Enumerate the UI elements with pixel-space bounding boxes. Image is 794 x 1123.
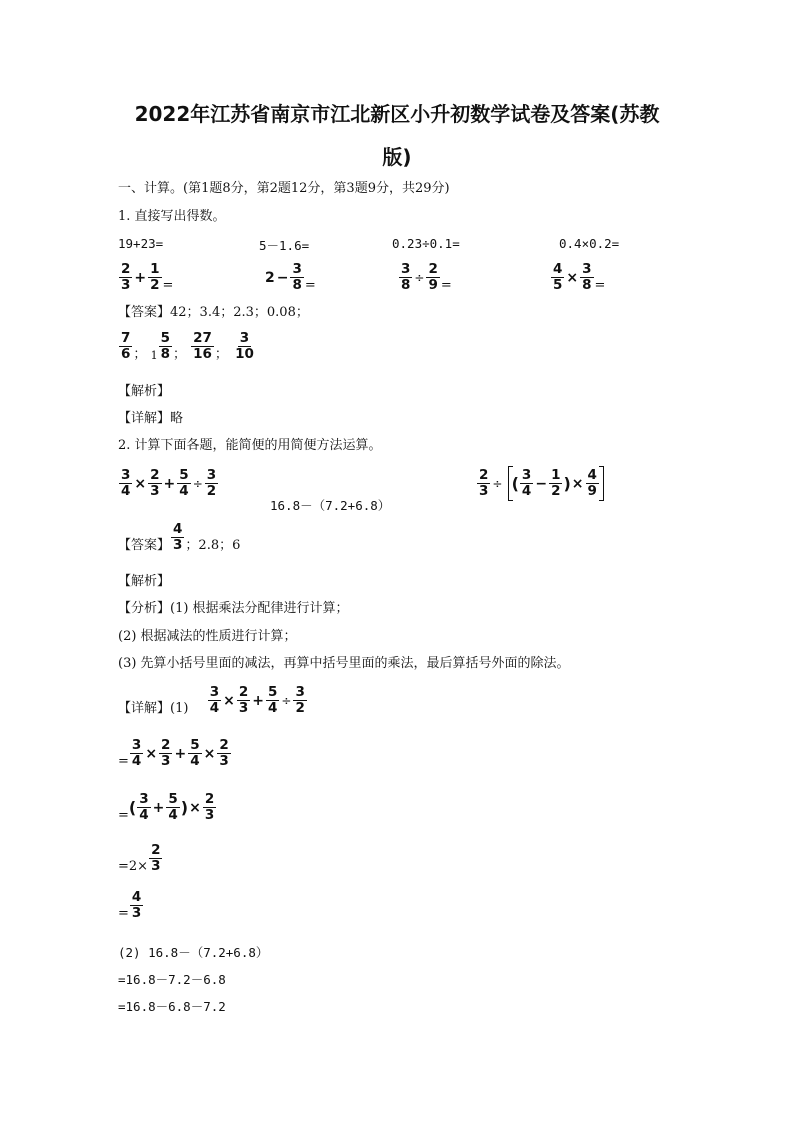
fraction: $\frac{3}{4}$: [131, 737, 142, 769]
fraction: $\frac{5}{4}$: [267, 684, 278, 716]
q2-step-1: = $\frac{3}{4}$ × $\frac{2}{3}$ + $\frac{5}{4}$ × $\frac{2}{3}$: [118, 737, 229, 769]
fraction: $\frac{5}{4}$: [179, 467, 189, 499]
fraction: $\frac{1}{2}$: [551, 467, 561, 499]
q2-problem-2: 16.8－（7.2+6.8）: [270, 498, 391, 513]
q1-item-1: 19+23=: [118, 236, 164, 251]
fraction: $\frac{3}{4}$: [139, 791, 149, 823]
q1-answer: 【答案】42；3.4；2.3；0.08；: [118, 305, 309, 320]
fraction: $\frac{3}{4}$: [121, 467, 131, 499]
fraction: $\frac{7}{6}$: [121, 330, 131, 362]
fraction: $\frac{3}{2}$: [295, 684, 305, 716]
fraction: $\frac{3}{4}$: [521, 467, 532, 499]
q1-item-7: $\frac{3}{8}$ ÷ $\frac{2}{9}$ =: [401, 261, 452, 293]
q1-item-3: 0.23÷0.1=: [392, 236, 460, 251]
fraction: $\frac{2}{3}$: [204, 791, 215, 823]
q2-answer: 【答案】 $\frac{4}{3}$ ；2.8；6: [118, 521, 241, 553]
q2-step-3: =2× $\frac{2}{3}$: [118, 842, 161, 874]
q2-detail-2-step-2: =16.8－6.8－7.2: [118, 999, 226, 1014]
q2-fenxi-3: (3) 先算小括号里面的减法，再算中括号里面的乘法，最后算括号外面的除法。: [118, 656, 570, 671]
q1-answer-fractions: $\frac{7}{6}$ ； 1 $\frac{5}{8}$ ； $\frac{27}{16}$ ； $\frac{3}{10}$: [121, 330, 254, 362]
fraction: $\frac{5}{8}$: [160, 330, 170, 362]
fraction: $\frac{3}{8}$: [292, 261, 302, 293]
fraction: $\frac{2}{3}$: [219, 737, 229, 769]
fraction: $\frac{4}{3}$: [173, 521, 183, 553]
question-1-stem: 1. 直接写出得数。: [118, 209, 226, 224]
q1-item-4: 0.4×0.2=: [559, 236, 620, 251]
q2-fenxi-1: 【分析】(1) 根据乘法分配律进行计算；: [118, 601, 349, 616]
square-bracket-group: ( $\frac{3}{4}$ − $\frac{1}{2}$ ) × $\frac{4}{9}$: [508, 466, 604, 501]
page-title: 2022年江苏省南京市江北新区小升初数学试卷及答案(苏教: [134, 102, 660, 126]
fraction: $\frac{3}{10}$: [235, 330, 254, 362]
fraction: $\frac{2}{3}$: [238, 684, 249, 716]
q1-detail: 【详解】略: [118, 411, 184, 426]
fraction: $\frac{5}{4}$: [168, 791, 178, 823]
fraction: $\frac{2}{3}$: [479, 467, 489, 499]
q2-analysis: 【解析】: [118, 574, 171, 589]
fraction: $\frac{4}{3}$: [131, 889, 142, 921]
q1-analysis: 【解析】: [118, 384, 171, 399]
fraction: $\frac{2}{3}$: [150, 467, 160, 499]
q2-fenxi-2: (2) 根据减法的性质进行计算；: [118, 629, 297, 644]
q2-detail-2-step-1: =16.8－7.2－6.8: [118, 972, 226, 987]
q2-step-4: = $\frac{4}{3}$: [118, 889, 142, 921]
fraction: $\frac{3}{8}$: [401, 261, 411, 293]
fraction: $\frac{2}{3}$: [151, 842, 161, 874]
question-2-stem: 2. 计算下面各题，能简便的用简便方法运算。: [118, 438, 382, 453]
q2-problem-1: $\frac{3}{4}$ × $\frac{2}{3}$ + $\frac{5}{4}$ ÷ $\frac{3}{2}$: [121, 467, 217, 499]
fraction: $\frac{2}{9}$: [428, 261, 438, 293]
q1-item-8: $\frac{4}{5}$ × $\frac{3}{8}$ =: [553, 261, 606, 293]
fraction: $\frac{2}{3}$: [161, 737, 171, 769]
page-title-continued: 版): [382, 145, 412, 169]
q1-item-6: 2 − $\frac{3}{8}$ =: [265, 261, 316, 293]
fraction: $\frac{4}{9}$: [587, 467, 597, 499]
q2-step-2: =( $\frac{3}{4}$ + $\frac{5}{4}$ )× $\frac{2}{3}$: [118, 791, 215, 823]
fraction: $\frac{3}{8}$: [582, 261, 592, 293]
q2-detail-2: (2) 16.8－（7.2+6.8）: [118, 945, 269, 960]
q1-item-2: 5－1.6=: [259, 238, 310, 253]
q2-problem-3: $\frac{2}{3}$ ÷ ( $\frac{3}{4}$ − $\frac{1}{2}$ ) × $\frac{4}{9}$: [476, 466, 604, 501]
fraction: $\frac{2}{3}$: [121, 261, 131, 293]
q1-item-5: $\frac{2}{3}$ + $\frac{1}{2}$ =: [121, 261, 174, 293]
section-header: 一、计算。(第1题8分，第2题12分，第3题9分，共29分): [118, 181, 450, 196]
fraction: $\frac{5}{4}$: [190, 737, 200, 769]
fraction: $\frac{27}{16}$: [193, 330, 212, 362]
fraction: $\frac{4}{5}$: [553, 261, 563, 293]
fraction: $\frac{3}{2}$: [206, 467, 217, 499]
fraction: $\frac{3}{4}$: [209, 684, 220, 716]
fraction: $\frac{1}{2}$: [150, 261, 160, 293]
q2-detail-1: 【详解】(1) $\frac{3}{4}$ × $\frac{2}{3}$ + $\frac{5}{4}$ ÷ $\frac{3}{2}$: [118, 684, 305, 716]
